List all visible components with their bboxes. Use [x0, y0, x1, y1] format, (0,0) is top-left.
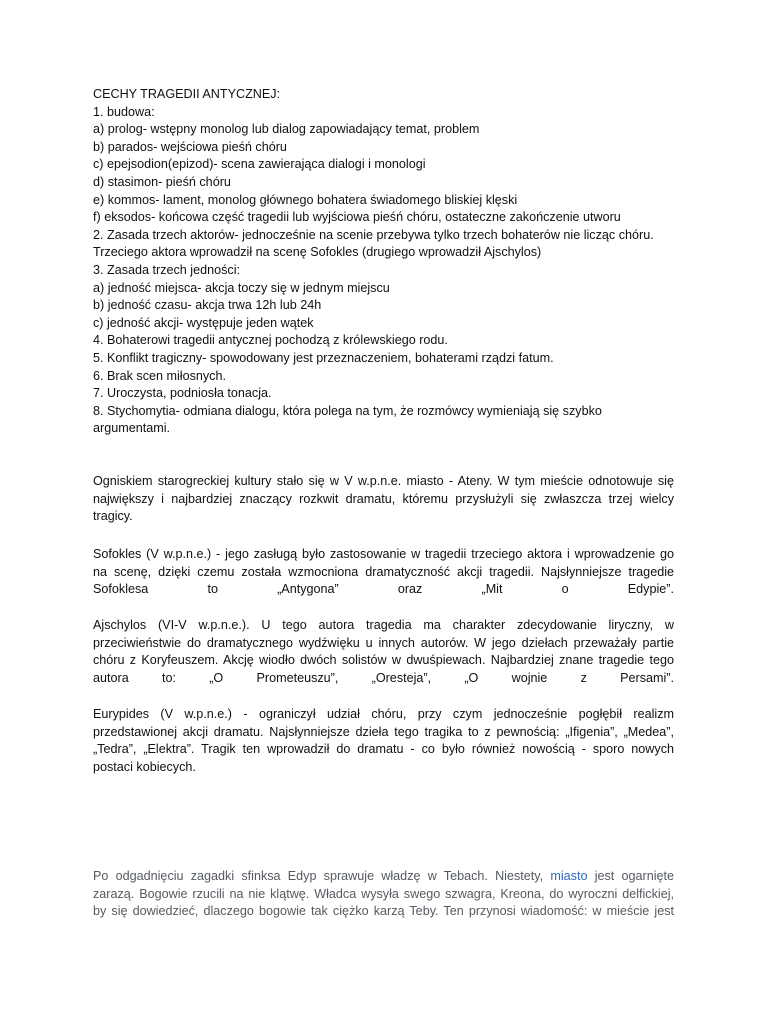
tragedy-features-list — [93, 86, 683, 438]
paragraph-line: przeciwieństwie do dramatycznego wydźwięku u innych autorów. W jego dziełach przeważały partie — [93, 635, 674, 650]
list-heading: CECHY TRAGEDII ANTYCZNEJ: — [93, 87, 281, 101]
list-item: argumentami. — [93, 421, 170, 436]
paragraph-line: największy i najbardziej znaczący rozkwit dramatu, któremu przysłużyli się zwłaszcza trzej wielcy — [93, 491, 674, 506]
word: autora — [93, 670, 129, 685]
paragraph-line: postaci kobiecych. — [93, 759, 196, 774]
paragraph-aeschylus — [93, 617, 674, 687]
word: Prometeuszu”, — [256, 670, 339, 685]
word: Sofoklesa — [93, 582, 149, 597]
list-item: 4. Bohaterowi tragedii antycznej pochodzą z królewskiego rodu. — [93, 333, 448, 348]
list-item: Trzeciego aktora wprowadził na scenę Sofokles (drugiego wprowadził Ajschylos) — [93, 245, 542, 260]
word: to — [207, 582, 218, 597]
paragraph-line: by się dowiedzieć, dlaczego bogowie tak ciężko karzą Teby. Ten przynosi wiadomość: w mieście jest — [93, 904, 674, 919]
list-item: c) epejsodion(epizod)- scena zawierająca dialogi i monologi — [93, 157, 426, 172]
paragraph-oedipus-summary — [93, 868, 674, 921]
paragraph-line: zarazą. Bogowie rzucili na nie klątwę. Władca wysyła swego szwagra, Kreona, do wyroczni delfickiej, — [93, 886, 674, 901]
word: „O — [209, 670, 224, 685]
paragraph-line: Ogniskiem starogreckiej kultury stało się w V w.p.n.e. miasto - Ateny. W tym mieście odnotowuje się — [93, 474, 674, 488]
paragraph-euripides — [93, 706, 674, 776]
paragraph-line: na scenę, dzięki czemu została wzmocniona dramatyczność akcji tragedii. Najsłynniejsze tragedie — [93, 564, 674, 579]
paragraph-line: Sofokles (V w.p.n.e.) - jego zasługą było zastosowanie w tragedii trzeciego aktora i wprowadzenie go — [93, 547, 674, 561]
paragraph-line-spread — [93, 581, 674, 599]
word: to: — [161, 670, 176, 685]
list-item: c) jedność akcji- występuje jeden wątek — [93, 315, 314, 330]
paragraph-line: tragicy. — [93, 509, 133, 524]
paragraph-athens — [93, 473, 674, 526]
word: Edypie”. — [627, 582, 674, 597]
list-item: b) parados- wejściowa pieśń chóru — [93, 139, 287, 154]
paragraph-line: „Tedra”, „Elektra”. Tragik ten wprowadził do dramatu - co było również nowością - sporo nowych — [93, 742, 674, 757]
list-item: 8. Stychomytia- odmiana dialogu, która polega na tym, że rozmówcy wymieniają się szybko — [93, 403, 602, 418]
word: oraz — [397, 582, 423, 597]
list-item: 5. Konflikt tragiczny- spowodowany jest przeznaczeniem, bohaterami rządzi fatum. — [93, 350, 554, 365]
list-item: 1. budowa: — [93, 104, 155, 119]
word: „Oresteja”, — [371, 670, 432, 685]
list-item: e) kommos- lament, monolog głównego bohatera świadomego bliskiej klęski — [93, 192, 518, 207]
paragraph-line: chóru z Koryfeuszem. Akcję wiodło dwóch solistów w dwuśpiewach. Najbardziej znane tragedie tego — [93, 653, 674, 668]
word: „Antygona” — [277, 582, 339, 597]
paragraph-line-spread — [93, 670, 674, 688]
list-item: b) jedność czasu- akcja trwa 12h lub 24h — [93, 298, 322, 313]
word: Persami”. — [620, 670, 674, 685]
list-item: 3. Zasada trzech jedności: — [93, 262, 241, 277]
list-item: a) prolog- wstępny monolog lub dialog zapowiadający temat, problem — [93, 122, 480, 137]
paragraph-line: Eurypides (V w.p.n.e.) - ograniczył udział chóru, przy czym jednocześnie pogłębił realizm — [93, 707, 674, 721]
paragraph-line: Po odgadnięciu zagadki sfinksa Edyp sprawuje władzę w Tebach. Niestety, miasto jest ogarnięte — [93, 869, 675, 883]
miasto-link[interactable]: miasto — [550, 869, 588, 883]
list-item: 7. Uroczysta, podniosła tonacja. — [93, 386, 272, 401]
list-item: a) jedność miejsca- akcja toczy się w jednym miejscu — [93, 280, 390, 295]
list-item: f) eksodos- końcowa część tragedii lub wyjściowa pieśń chóru, ostateczne zakończenie utworu — [93, 210, 621, 225]
list-item: 2. Zasada trzech aktorów- jednocześnie na scenie przebywa tylko trzech bohaterów nie licząc chóru. — [93, 227, 654, 242]
paragraph-line: przedstawionej akcji dramatu. Najsłynniejsze dzieła tego tragika to z pewnością: „Ifigenia”, „Medea”, — [93, 724, 674, 739]
paragraph-sophocles — [93, 546, 674, 599]
word: o — [561, 582, 569, 597]
list-item: 6. Brak scen miłosnych. — [93, 368, 226, 383]
word: wojnie — [511, 670, 548, 685]
word: „O — [464, 670, 479, 685]
list-item: d) stasimon- pieśń chóru — [93, 174, 231, 189]
word: „Mit — [481, 582, 503, 597]
paragraph-line: Ajschylos (VI-V w.p.n.e.). U tego autora tragedia ma charakter zdecydowanie liryczny, w — [93, 618, 674, 632]
word: z — [580, 670, 587, 685]
